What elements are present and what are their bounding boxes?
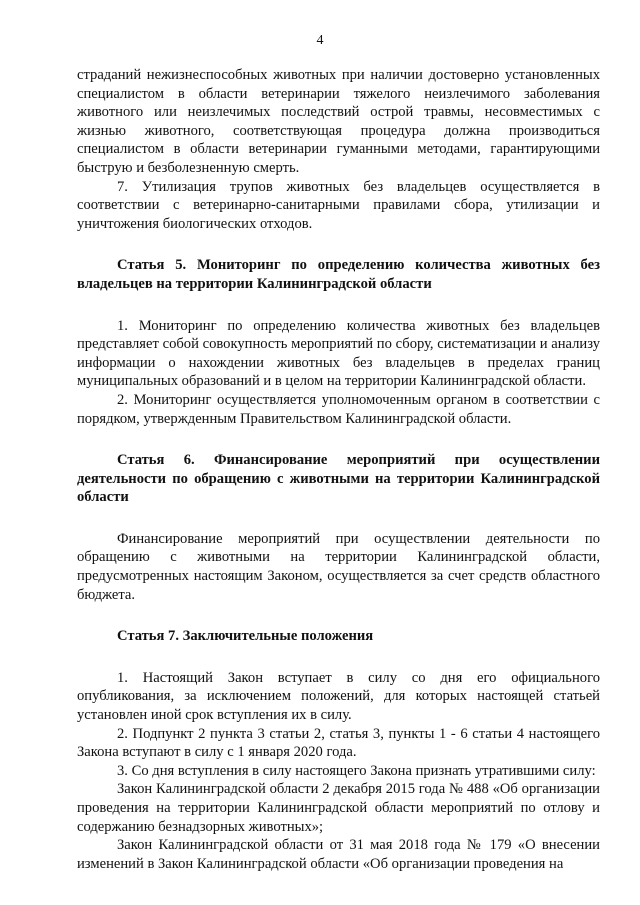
- paragraph-continuation: страданий нежизнеспособных животных при наличии достоверно установленных специалистом в области ветеринарии тяжелого неизлечимого заболевания животного или неизлечимых последствий острой травмы, несовместимых с жизнью животного, соответствующая процедура должна производиться специалистом в области ветеринарии гуманными методами, гарантирующими быструю и безболезненную смерть.: [77, 67, 600, 176]
- article-7-item-3: 3. Со дня вступления в силу настоящего Закона признать утратившими силу:: [117, 762, 596, 779]
- article-7-item-2: 2. Подпункт 2 пункта 3 статьи 2, статья 3, пункты 1 - 6 статьи 4 настоящего Закона вступают в силу с 1 января 2020 года.: [77, 725, 600, 761]
- article-5-item-1: 1. Мониторинг по определению количества животных без владельцев представляет собой совокупность мероприятий по сбору, систематизации и анализу информации о нахождении животных без владельцев в пределах границ муниципальных образований и в целом на территории Калининградской области.: [77, 317, 600, 390]
- article-7-item-1: 1. Настоящий Закон вступает в силу со дня его официального опубликования, за исключением положений, для которых настоящей статьей установлен иной срок вступления их в силу.: [77, 669, 600, 724]
- repealed-law-488: Закон Калининградской области 2 декабря 2015 года № 488 «Об организации проведения на территории Калининградской области мероприятий по отлову и содержанию безнадзорных животных»;: [77, 781, 600, 835]
- article-6-text: Финансирование мероприятий при осуществлении деятельности по обращению с животными на территории Калининградской области, предусмотренных настоящим Законом, осуществляется за счет средств областного бюджета.: [77, 530, 600, 603]
- repealed-law-179: Закон Калининградской области от 31 мая 2018 года № 179 «О внесении изменений в Закон Калининградской области «Об организации проведения на: [77, 837, 600, 872]
- document-body: [77, 66, 600, 873]
- article-6-heading: Статья 6. Финансирование мероприятий при осуществлении деятельности по обращению с животными на территории Калининградской области: [77, 452, 600, 506]
- paragraph-item-7: 7. Утилизация трупов животных без владельцев осуществляется в соответствии с ветеринарно-санитарными правилами сбора, утилизации и уничтожения биологических отходов.: [77, 178, 600, 232]
- page-number: 4: [316, 33, 324, 48]
- article-7-heading: Статья 7. Заключительные положения: [117, 628, 374, 645]
- article-5-item-2: 2. Мониторинг осуществляется уполномоченным органом в соответствии с порядком, утвержденным Правительством Калининградской области.: [77, 391, 600, 427]
- article-5-heading: Статья 5. Мониторинг по определению количества животных без владельцев на территории Калининградской области: [77, 257, 600, 292]
